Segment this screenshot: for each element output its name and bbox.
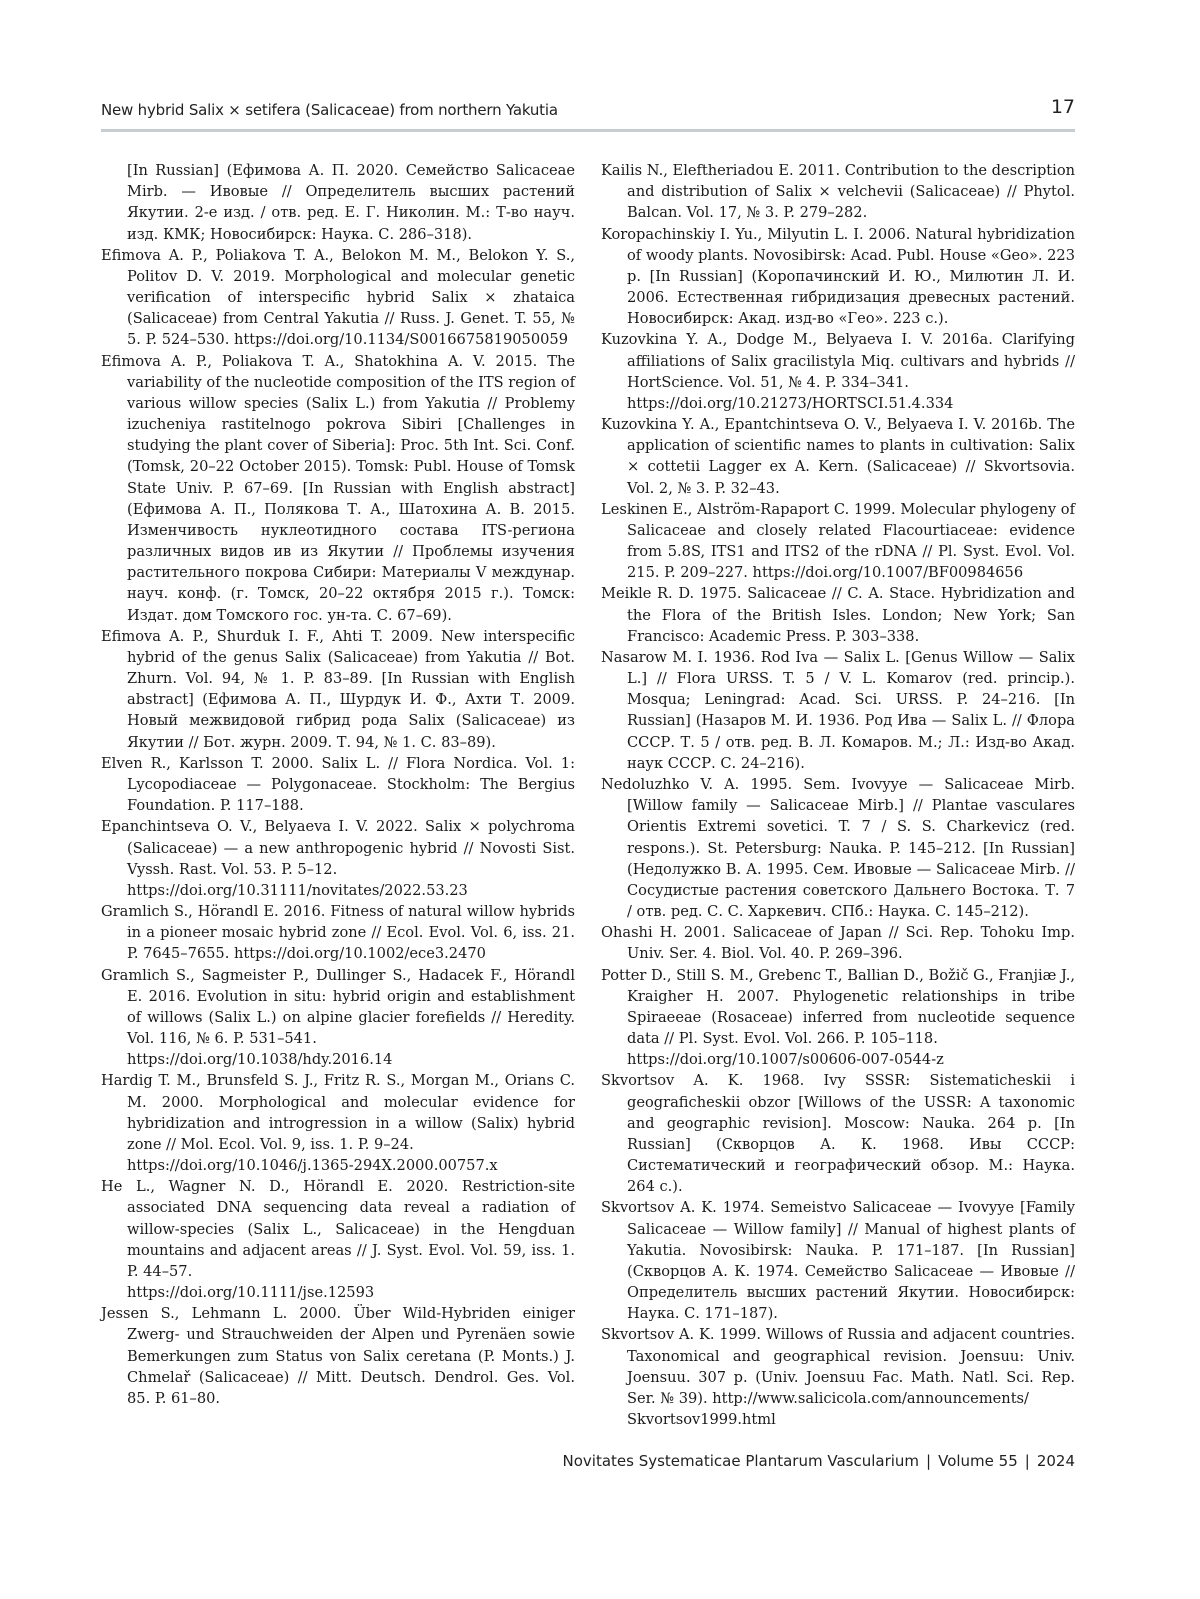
reference-url-link[interactable]: Skvortsov1999.html — [627, 1411, 776, 1429]
reference-item: Kuzovkina Y. A., Epantchintseva O. V., Belyaeva I. V. 2016b. The application of scientific names to plants in cultivation: Salix × cottetii Lagger ex A. Kern. (Salicaceae) // Skvortsovia. Vol. 2, № 3. P. 32–43. — [601, 416, 1075, 497]
reference-doi-link[interactable]: https://doi.org/10.31111/novitates/2022.53.23 — [127, 881, 468, 899]
reference-doi-link[interactable]: https://doi.org/10.21273/HORTSCI.51.4.334 — [627, 394, 954, 412]
reference-doi-link[interactable]: https://doi.org/10.1038/hdy.2016.14 — [127, 1051, 393, 1069]
reference-doi-link[interactable]: https://doi.org/10.1111/jse.12593 — [127, 1284, 375, 1302]
references-left-column — [101, 160, 575, 1409]
reference-item: Skvortsov A. K. 1968. Ivy SSSR: Sistematicheskii i geograficheskii obzor [Willows of the USSR: A taxonomic and geographic revision]. Moscow: Nauka. 264 p. [In Russian] (Скворцов А. К. 1968. Ивы СССР: Систематический и географический обзор. М.: Наука. 264 с.). — [601, 1072, 1075, 1196]
reference-doi-link[interactable]: https://doi.org/10.1046/j.1365-294X.2000.00757.x — [127, 1157, 498, 1175]
reference-item: Meikle R. D. 1975. Salicaceae // C. A. Stace. Hybridization and the Flora of the British Isles. London; New York; San Francisco: Academic Press. P. 303–338. — [601, 585, 1075, 645]
footer-separator: | — [926, 1452, 932, 1470]
reference-item: Jessen S., Lehmann L. 2000. Über Wild-Hybriden einiger Zwerg- und Strauchweiden der Alpen und Pyrenäen sowie Bemerkungen zum Status von Salix ceretana (P. Monts.) J. Chmelař (Salicaceae) // Mitt. Deutsch. Dendrol. Ges. Vol. 85. P. 61–80. — [101, 1305, 575, 1407]
reference-item: Epanchintseva O. V., Belyaeva I. V. 2022. Salix × polychroma (Salicaceae) — a new anthropogenic hybrid // Novosti Sist. Vyssh. Rast. Vol. 53. P. 5–12. https://doi.org/10.31111/novitates/2022.53.23 — [101, 816, 575, 901]
reference-item: Koropachinskiy I. Yu., Milyutin L. I. 2006. Natural hybridization of woody plants. Novosibirsk: Acad. Publ. House «Geo». 223 p. [In Russian] (Коропачинский И. Ю., Милютин Л. И. 2006. Естественная гибридизация древесных растений. Новосибирск: Акад. изд-во «Гео». 223 с.). — [601, 225, 1075, 328]
header-rule — [101, 129, 1075, 132]
year-label: 2024 — [1036, 1452, 1075, 1470]
reference-item: Leskinen E., Alström-Rapaport C. 1999. Molecular phylogeny of Salicaceae and closely related Flacourtiaceae: evidence from 5.8S, ITS1 and ITS2 of the rDNA // Pl. Syst. Evol. Vol. 215. P. 209–227. https://doi.org/10.1007/BF00984656 — [601, 500, 1075, 582]
running-header — [101, 96, 1075, 128]
reference-item: Efimova A. P., Poliakova T. A., Shatokhina A. V. 2015. The variability of the nucleotide composition of the ITS region of various willow species (Salix L.) from Yakutia // Problemy izucheniya rastitelnogo pokrova Sibiri [Challenges in studying the plant cover of Siberia]: Proc. 5th Int. Sci. Conf. (Tomsk, 20–22 October 2015). Tomsk: Publ. House of Tomsk State Univ. P. 67–69. [In Russian with English abstract] (Ефимова А. П., Полякова Т. А., Шатохина А. В. 2015. Изменчивость нуклеотидного состава ITS-региона различных видов ив из Якутии // Проблемы изучения растительного покрова Сибири: Материалы V междунар. науч. конф. (г. Томск, 20–22 октября 2015 г.). Томск: Издат. дом Томского гос. ун-та. С. 67–69). — [101, 352, 575, 624]
reference-item: Potter D., Still S. M., Grebenc T., Ballian D., Božič G., Franjiæ J., Kraigher H. 2007. Phylogenetic relationships in tribe Spiraeeae (Rosaceae) inferred from nucleotide sequence data // Pl. Syst. Evol. Vol. 266. P. 105–118. https://doi.org/10.1007/s00606-007-0544-z — [601, 965, 1075, 1071]
volume-label: Volume 55 — [938, 1452, 1018, 1470]
page-number: 17 — [1050, 96, 1075, 118]
reference-item: Gramlich S., Sagmeister P., Dullinger S., Hadacek F., Hörandl E. 2016. Evolution in situ: hybrid origin and establishment of willows (Salix L.) on alpine glacier forefields // Heredity. Vol. 116, № 6. P. 531–541. https://doi.org/10.1038/hdy.2016.14 — [101, 965, 575, 1071]
reference-item: Gramlich S., Hörandl E. 2016. Fitness of natural willow hybrids in a pioneer mosaic hybrid zone // Ecol. Evol. Vol. 6, iss. 21. P. 7645–7655. https://doi.org/10.1002/ece3.2470 — [101, 903, 575, 963]
journal-name: Novitates Systematicae Plantarum Vascularium — [562, 1452, 920, 1470]
reference-item: He L., Wagner N. D., Hörandl E. 2020. Restriction-site associated DNA sequencing data reveal a radiation of willow-species (Salix L., Salicaceae) in the Hengduan mountains and adjacent areas // J. Syst. Evol. Vol. 59, iss. 1. P. 44–57. https://doi.org/10.1111/jse.12593 — [101, 1176, 575, 1303]
reference-item: [In Russian] (Ефимова А. П. 2020. Семейство Salicaceae Mirb. — Ивовые // Определитель высших растений Якутии. 2-е изд. / отв. ред. Е. Г. Николин. М.: Т-во науч. изд. КМК; Новосибирск: Наука. С. 286–318). — [127, 162, 575, 243]
references-right-column — [601, 160, 1075, 1430]
reference-doi-link[interactable]: https://doi.org/10.1007/s00606-007-0544-z — [627, 1051, 944, 1069]
reference-item: Hardig T. M., Brunsfeld S. J., Fritz R. S., Morgan M., Orians C. M. 2000. Morphological and molecular evidence for hybridization and introgression in a willow (Salix) hybrid zone // Mol. Ecol. Vol. 9, iss. 1. P. 9–24. https://doi.org/10.1046/j.1365-294X.2000.00757.x — [101, 1070, 575, 1176]
reference-item: Nedoluzhko V. A. 1995. Sem. Ivovyye — Salicaceae Mirb. [Willow family — Salicaceae Mirb.] // Plantae vasculares Orientis Extremi sovetici. T. 7 / S. S. Charkevicz (red. respons.). St. Petersburg: Nauka. P. 145–212. [In Russian] (Недолужко В. А. 1995. Сем. Ивовые — Salicaceae Mirb. // Сосудистые растения советского Дальнего Востока. Т. 7 / отв. ред. С. С. Харкевич. СПб.: Наука. С. 145–212). — [601, 775, 1075, 921]
running-footer — [563, 1452, 1076, 1470]
reference-item: Kuzovkina Y. A., Dodge M., Belyaeva I. V. 2016a. Clarifying affiliations of Salix gracilistyla Miq. cultivars and hybrids // HortScience. Vol. 51, № 4. P. 334–341. https://doi.org/10.21273/HORTSCI.51.4.334 — [601, 329, 1075, 414]
footer-separator: | — [1024, 1452, 1030, 1470]
running-title: New hybrid Salix × setifera (Salicaceae) from northern Yakutia — [101, 101, 558, 119]
reference-item: Ohashi H. 2001. Salicaceae of Japan // Sci. Rep. Tohoku Imp. Univ. Ser. 4. Biol. Vol. 40. P. 269–396. — [601, 924, 1075, 963]
reference-item: Elven R., Karlsson T. 2000. Salix L. // Flora Nordica. Vol. 1: Lycopodiaceae — Polygonaceae. Stockholm: The Bergius Foundation. P. 117–188. — [101, 754, 575, 815]
reference-item: Kailis N., Eleftheriadou E. 2011. Contribution to the description and distribution of Salix × velchevii (Salicaceae) // Phytol. Balcan. Vol. 17, № 3. P. 279–282. — [601, 162, 1075, 222]
reference-item: Skvortsov A. K. 1974. Semeistvo Salicaceae — Ivovyye [Family Salicaceae — Willow family] // Manual of highest plants of Yakutia. Novosibirsk: Nauka. P. 171–187. [In Russian] (Скворцов А. К. 1974. Семейство Salicaceae — Ивовые // Определитель высших растений Якутии. Новосибирск: Наука. С. 171–187). — [601, 1199, 1075, 1323]
reference-item: Efimova A. P., Poliakova T. A., Belokon M. M., Belokon Y. S., Politov D. V. 2019. Morphological and molecular genetic verification of interspecific hybrid Salix × zhataica (Salicaceae) from Central Yakutia // Russ. J. Genet. T. 55, № 5. P. 524–530. https://doi.org/10.1134/S0016675819050059 — [101, 246, 575, 349]
reference-item: Nasarow M. I. 1936. Rod Iva — Salix L. [Genus Willow — Salix L.] // Flora URSS. T. 5 / V. L. Komarov (red. princip.). Mosqua; Leningrad: Acad. Sci. URSS. P. 24–216. [In Russian] (Назаров М. И. 1936. Род Ива — Salix L. // Флора СССР. Т. 5 / отв. ред. В. Л. Комаров. М.; Л.: Изд-во Акад. наук СССР. С. 24–216). — [601, 648, 1075, 772]
reference-item: Efimova A. P., Shurduk I. F., Ahti T. 2009. New interspecific hybrid of the genus Salix (Salicaceae) from Yakutia // Bot. Zhurn. Vol. 94, № 1. P. 83–89. [In Russian with English abstract] (Ефимова А. П., Шурдук И. Ф., Ахти Т. 2009. Новый межвидовой гибрид рода Salix (Salicaceae) из Якутии // Бот. журн. 2009. Т. 94, № 1. С. 83–89). — [101, 627, 575, 751]
reference-item: Skvortsov A. K. 1999. Willows of Russia and adjacent countries. Taxonomical and geographical revision. Joensuu: Univ. Joensuu. 307 p. (Univ. Joensuu Fac. Math. Natl. Sci. Rep. Ser. № 39). http://www.salicicola.com/announcements/ Skvortsov1999.html — [601, 1324, 1075, 1430]
